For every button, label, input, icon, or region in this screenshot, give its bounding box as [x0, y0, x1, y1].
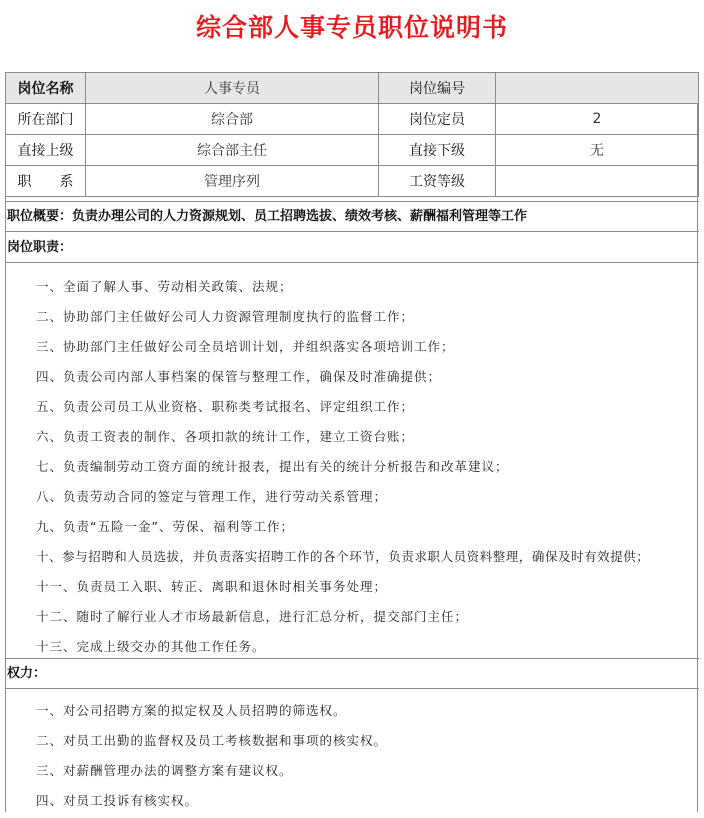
direct-superior-value: 综合部主任 — [86, 135, 379, 166]
duties-list — [6, 262, 699, 658]
powers-list — [6, 688, 699, 818]
power-heading: 权力： — [6, 658, 699, 688]
info-row-2 — [6, 104, 699, 135]
direct-superior-label: 直接上级 — [6, 135, 86, 166]
power-item: 四、对员工投诉有核实权。 — [36, 793, 199, 808]
duty-item: 十一、负责员工入职、转正、离职和退休时相关事务处理； — [36, 579, 388, 594]
department-value: 综合部 — [86, 104, 379, 135]
position-code-label: 岗位编号 — [379, 73, 496, 104]
info-table — [5, 72, 699, 197]
position-code-value — [496, 73, 699, 104]
duty-item: 一、全面了解人事、劳动相关政策、法规； — [36, 279, 293, 294]
duty-item: 二、协助部门主任做好公司人力资源管理制度执行的监督工作； — [36, 309, 415, 324]
duty-item: 九、负责“五险一金”、劳保、福利等工作； — [36, 519, 294, 534]
duty-item: 十三、完成上级交办的其他工作任务。 — [36, 639, 266, 654]
department-label: 所在部门 — [6, 104, 86, 135]
duty-item: 八、负责劳动合同的签定与管理工作，进行劳动关系管理； — [36, 489, 388, 504]
duty-item: 十、参与招聘和人员选拔，并负责落实招聘工作的各个环节，负责求职人员资料整理，确保及时有效提供； — [36, 549, 650, 564]
power-item: 二、对员工出勤的监督权及员工考核数据和事项的核实权。 — [36, 733, 388, 748]
duty-item: 六、负责工资表的制作、各项扣款的统计工作，建立工资台账； — [36, 429, 415, 444]
duty-item: 五、负责公司员工从业资格、职称类考试报名、评定组织工作； — [36, 399, 415, 414]
salary-grade-label: 工资等级 — [379, 166, 496, 197]
direct-subordinate-value: 无 — [496, 135, 699, 166]
headcount-label: 岗位定员 — [379, 104, 496, 135]
info-row-3 — [6, 135, 699, 166]
info-row-1 — [6, 73, 699, 104]
power-item: 一、对公司招聘方案的拟定权及人员招聘的筛选权。 — [36, 703, 347, 718]
salary-grade-value — [496, 166, 699, 197]
page-title: 综合部人事专员职位说明书 — [195, 13, 508, 42]
job-series-value: 管理序列 — [86, 166, 379, 197]
duty-item: 三、协助部门主任做好公司全员培训计划，并组织落实各项培训工作； — [36, 339, 455, 354]
duty-item: 七、负责编制劳动工资方面的统计报表，提出有关的统计分析报告和改革建议； — [36, 459, 509, 474]
job-description-sheet — [5, 72, 698, 812]
direct-subordinate-label: 直接下级 — [379, 135, 496, 166]
job-series-label: 职 系 — [6, 166, 86, 197]
duty-item: 四、负责公司内部人事档案的保管与整理工作，确保及时准确提供； — [36, 369, 442, 384]
position-name-label: 岗位名称 — [6, 73, 86, 104]
job-overview: 职位概要：负责办理公司的人力资源规划、员工招聘选拔、绩效考核、薪酬福利管理等工作 — [6, 201, 699, 231]
power-item: 三、对薪酬管理办法的调整方案有建议权。 — [36, 763, 293, 778]
info-row-4 — [6, 166, 699, 197]
position-name-value: 人事专员 — [86, 73, 379, 104]
duties-heading: 岗位职责： — [6, 231, 699, 262]
duty-item: 十二、随时了解行业人才市场最新信息，进行汇总分析，提交部门主任； — [36, 609, 469, 624]
headcount-value: 2 — [496, 104, 699, 135]
